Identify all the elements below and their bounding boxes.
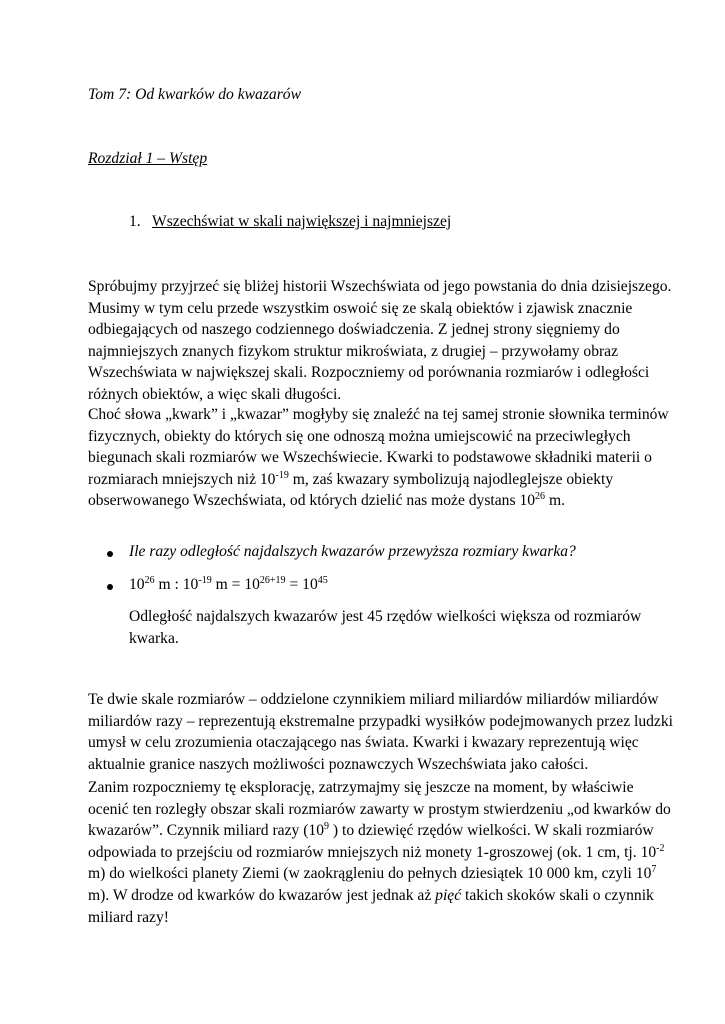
bullet-icon: [107, 584, 113, 590]
text-run: odpowiada to przejściu od rozmiarów mniejszych niż monety 1-groszowej (ok. 1 cm, tj. 10: [88, 843, 657, 861]
emphasis-text: pięć: [435, 886, 462, 904]
paragraph-1-line: różnych obiektów, a więc skali długości.: [88, 385, 342, 403]
paragraph-4: [88, 777, 671, 928]
paragraph-4-line: miliard razy!: [88, 908, 169, 926]
chapter-title: Rozdział 1 – Wstęp: [88, 150, 208, 167]
text-run: takich skoków skali o czynnik: [461, 886, 654, 904]
paragraph-1-line: Musimy w tym celu przede wszystkim oswoić się ze skalą obiektów i zjawisk znacznie: [88, 299, 633, 317]
superscript: -2: [656, 842, 665, 854]
text-run: m : 10: [154, 576, 199, 593]
paragraph-2-line: biegunach skali rozmiarów we Wszechświecie. Kwarki to podstawowe składniki materii o: [88, 449, 652, 467]
paragraph-1-line: Spróbujmy przyjrzeć się bliżej historii Wszechświata od jego powstania do dnia dzisiejszego.: [88, 278, 672, 295]
paragraph-2-line: [88, 469, 648, 491]
paragraph-1-line: Wszechświata w największej skali. Rozpoczniemy od porównania rozmiarów i odległości: [88, 364, 650, 382]
paragraph-1-line: odbiegających od naszego codziennego doświadczenia. Z jednej strony sięgniemy do: [88, 321, 620, 339]
paragraph-4-line: Zanim rozpoczniemy tę eksplorację, zatrzymajmy się jeszcze na moment, by właściwie: [88, 779, 634, 796]
paragraph-3-line: aktualnie granice naszych możliwości poznawczych Wszechświata jako całości.: [88, 755, 589, 773]
bullet-equation: [129, 576, 328, 594]
answer-line: kwarka.: [129, 629, 179, 647]
paragraph-3-line: Te dwie skale rozmiarów – oddzielone czynnikiem miliard miliardów miliardów miliardów: [88, 691, 659, 708]
paragraph-4-line: [88, 820, 654, 842]
section-number: 1.: [129, 213, 141, 230]
answer-line: Odległość najdalszych kwazarów jest 45 rzędów wielkości większa od rozmiarów: [129, 608, 642, 625]
paragraph-4-line: [88, 885, 654, 907]
superscript: 26: [535, 491, 546, 503]
text-run: obserwowanego Wszechświata, od których dzielić nas może dystans 10: [88, 492, 536, 510]
superscript: 26+19: [259, 575, 286, 586]
superscript: 7: [651, 864, 657, 876]
superscript: 26: [144, 575, 155, 586]
bullet-icon: [107, 551, 113, 557]
text-run: rozmiarach mniejszych niż 10: [88, 470, 276, 488]
paragraph-2-line: fizycznych, obiekty do których się one odnoszą można umiejscowić na przeciwległych: [88, 427, 631, 445]
paragraph-3: [88, 689, 673, 775]
bullet-question: Ile razy odległość najdalszych kwazarów przewyższa rozmiary kwarka?: [129, 543, 576, 560]
superscript: 9: [324, 821, 329, 833]
text-run: m) do wielkości planety Ziemi (w zaokrągleniu do pełnych dziesiątek 10 000 km, czyli 10: [88, 865, 652, 883]
paragraph-4-line: ocenić ten rozległy obszar skali rozmiarów zawarty w prostym stwierdzeniu „od kwarków do: [88, 800, 671, 818]
text-run: = 10: [285, 576, 318, 593]
paragraph-2-line: [88, 490, 648, 512]
superscript: 45: [317, 575, 328, 586]
text-run: ) to dziewięć rzędów wielkości. W skali rozmiarów: [329, 822, 654, 840]
text-run: kwazarów”. Czynnik miliard razy (10: [88, 822, 324, 840]
paragraph-3-line: umysł w celu zrozumienia otaczającego nas świata. Kwarki i kwazary reprezentują więc: [88, 734, 639, 752]
text-run: m = 10: [211, 576, 260, 593]
paragraph-2-line: Choć słowa „kwark” i „kwazar” mogłyby się znaleźć na tej samej stronie słownika terminów: [88, 406, 669, 423]
volume-title: Tom 7: Od kwarków do kwazarów: [88, 86, 301, 103]
paragraph-2: [88, 404, 669, 512]
paragraph-4-line: [88, 863, 657, 885]
paragraph-1: [88, 276, 672, 406]
text-run: m). W drodze od kwarków do kwazarów jest jednak aż: [88, 886, 436, 904]
superscript: -19: [275, 469, 289, 481]
paragraph-3-line: miliardów razy – reprezentują ekstremalne przypadki wysiłków podejmowanych przez ludzki: [88, 712, 673, 730]
paragraph-4-line: [88, 842, 665, 864]
section-title: Wszechświat w skali największej i najmniejszej: [152, 213, 452, 230]
answer-paragraph: [129, 606, 649, 649]
text-run: 10: [129, 576, 145, 593]
superscript: -19: [198, 575, 212, 586]
text-run: m.: [545, 492, 565, 510]
paragraph-1-line: najmniejszych znanych fizykom struktur mikroświata, z drugiej – przywołamy obraz: [88, 342, 619, 360]
text-run: m, zaś kwazary symbolizują najodleglejsze obiekty: [288, 470, 614, 488]
